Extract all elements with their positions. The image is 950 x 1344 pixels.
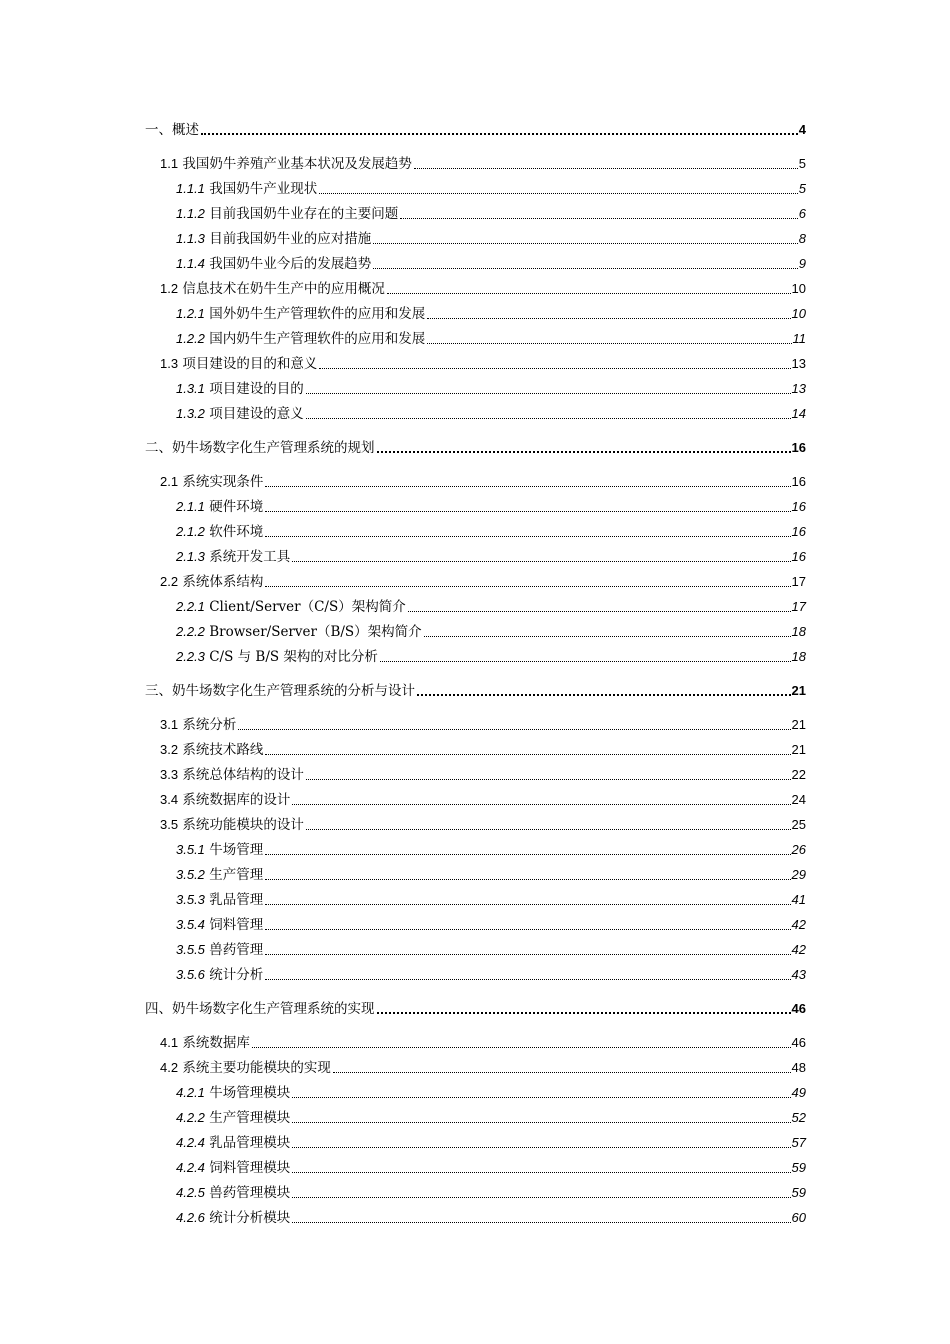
toc-entry-number: 3.5.1 [176,842,205,857]
toc-entry-text: Browser/Server（B/S）架构简介 [209,624,422,640]
toc-entry-title [176,623,422,641]
toc-page-number: 52 [791,1110,806,1125]
toc-entry-title [176,841,263,859]
toc-entry-title [176,180,317,198]
toc-entry-text: 兽药管理模块 [209,1185,291,1201]
toc-entry-number: 4.2.6 [176,1210,205,1225]
toc-entry-title [176,1159,290,1177]
dot-leader [292,1197,790,1198]
toc-subsection[interactable] [176,891,806,909]
toc-entry-text: 系统开发工具 [209,549,291,565]
toc-entry-number: 1.1.1 [176,181,205,196]
dot-leader [377,451,791,453]
toc-entry-number: 2.2.1 [176,599,205,614]
toc-entry-number: 1.2.2 [176,331,205,346]
toc-page-number: 59 [791,1160,806,1175]
toc-subsection[interactable] [176,1084,806,1102]
toc-page-number: 21 [791,742,806,757]
toc-entry-title [176,548,290,566]
toc-entry-text: 饲料管理模块 [209,1160,291,1176]
toc-section[interactable] [160,355,806,373]
toc-section[interactable] [160,816,806,834]
dot-leader [201,133,798,135]
dot-leader [265,929,790,930]
toc-entry-title [176,1209,290,1227]
toc-page-number: 46 [791,1001,806,1016]
toc-page-number: 21 [791,683,806,698]
toc-section[interactable] [160,741,806,759]
toc-entry-title [160,155,412,173]
toc-entry-number: 1.1.4 [176,256,205,271]
toc-subsection[interactable] [176,966,806,984]
dot-leader [265,954,790,955]
dot-leader [292,804,790,805]
dot-leader [424,636,791,637]
toc-page-number: 48 [791,1060,806,1075]
toc-entry-number: 3.4 [160,792,179,807]
toc-subsection[interactable] [176,648,806,666]
toc-page-number: 17 [791,599,806,614]
toc-page-number: 5 [798,181,806,196]
toc-entry-number: 2.1.3 [176,549,205,564]
toc-entry-title [176,305,425,323]
dot-leader [319,368,790,369]
toc-page-number: 16 [791,524,806,539]
toc-subsection[interactable] [176,205,806,223]
toc-page-number: 10 [791,306,806,321]
toc-page-number: 25 [791,817,806,832]
toc-entry-title [160,741,263,759]
toc-entry-text: 系统数据库 [182,1035,250,1051]
toc-entry-number: 3.5.3 [176,892,205,907]
toc-entry-text: 四、奶牛场数字化生产管理系统的实现 [145,1001,375,1017]
toc-entry-title [176,1109,290,1127]
dot-leader [373,268,798,269]
toc-chapter[interactable] [145,439,806,457]
dot-leader [387,293,791,294]
toc-entry-title [160,816,304,834]
toc-entry-text: 牛场管理 [209,842,264,858]
toc-entry-title [176,380,304,398]
toc-section[interactable] [160,1034,806,1052]
dot-leader [292,1172,790,1173]
dot-leader [306,779,791,780]
toc-entry-text: 系统数据库的设计 [182,792,291,808]
toc-page-number: 6 [798,206,806,221]
toc-page-number: 16 [791,499,806,514]
dot-leader [292,1147,790,1148]
toc-entry-title [176,941,263,959]
toc-entry-title [160,766,304,784]
toc-entry-text: 兽药管理 [209,942,264,958]
dot-leader [417,694,791,696]
toc-entry-number: 2.2.3 [176,649,205,664]
dot-leader [265,879,790,880]
toc-subsection[interactable] [176,1209,806,1227]
toc-entry-number: 3.5 [160,817,179,832]
dot-leader [265,904,790,905]
dot-leader [319,193,798,194]
toc-entry-number: 1.3.2 [176,406,205,421]
dot-leader [427,343,791,344]
toc-entry-text: 我国奶牛业今后的发展趋势 [209,256,372,272]
toc-entry-title [176,966,263,984]
toc-subsection[interactable] [176,180,806,198]
toc-entry-number: 4.2.4 [176,1135,205,1150]
toc-entry-number: 3.5.6 [176,967,205,982]
toc-page-number: 22 [791,767,806,782]
toc-subsection[interactable] [176,548,806,566]
toc-subsection[interactable] [176,866,806,884]
toc-entry-title [176,1184,290,1202]
toc-page-number: 4 [798,122,806,137]
toc-entry-title [160,473,263,491]
toc-subsection[interactable] [176,941,806,959]
toc-entry-number: 4.1 [160,1035,179,1050]
toc-entry-text: 一、概述 [145,122,199,138]
toc-page-number: 24 [791,792,806,807]
toc-page-number: 13 [791,381,806,396]
dot-leader [377,1012,791,1014]
toc-entry-text: 项目建设的目的和意义 [182,356,318,372]
dot-leader [400,218,798,219]
toc-entry-number: 1.3.1 [176,381,205,396]
toc-entry-text: C/S 与 B/S 架构的对比分析 [209,649,378,665]
toc-page-number: 43 [791,967,806,982]
toc-entry-text: 软件环境 [209,524,264,540]
toc-entry-title [145,439,375,457]
toc-entry-text: 国外奶牛生产管理软件的应用和发展 [209,306,426,322]
toc-entry-text: 系统体系结构 [182,574,264,590]
dot-leader [292,1097,790,1098]
dot-leader [292,1122,790,1123]
toc-entry-number: 1.2 [160,281,179,296]
toc-entry-title [160,791,290,809]
toc-entry-text: 生产管理模块 [209,1110,291,1126]
toc-subsection[interactable] [176,498,806,516]
toc-entry-title [176,891,263,909]
toc-entry-text: 信息技术在奶牛生产中的应用概况 [182,281,385,297]
toc-page-number: 21 [791,717,806,732]
toc-subsection[interactable] [176,1184,806,1202]
dot-leader [414,168,798,169]
dot-leader [265,486,790,487]
toc-entry-title [176,598,406,616]
toc-entry-title [145,121,199,139]
toc-subsection[interactable] [176,1109,806,1127]
toc-section[interactable] [160,766,806,784]
toc-entry-number: 2.1.2 [176,524,205,539]
toc-page-number: 16 [791,549,806,564]
toc-entry-number: 4.2.5 [176,1185,205,1200]
toc-section[interactable] [160,155,806,173]
toc-entry-number: 1.1 [160,156,179,171]
toc-subsection[interactable] [176,380,806,398]
toc-entry-title [176,205,398,223]
toc-entry-number: 4.2.2 [176,1110,205,1125]
dot-leader [427,318,790,319]
toc-page-number: 10 [791,281,806,296]
dot-leader [265,854,790,855]
toc-entry-number: 3.5.4 [176,917,205,932]
toc-subsection[interactable] [176,405,806,423]
dot-leader [306,418,791,419]
toc-entry-text: 二、奶牛场数字化生产管理系统的规划 [145,440,375,456]
toc-entry-text: 牛场管理模块 [209,1085,291,1101]
toc-entry-text: 我国奶牛产业现状 [209,181,318,197]
toc-section[interactable] [160,791,806,809]
toc-page-number: 46 [791,1035,806,1050]
toc-page-number: 41 [791,892,806,907]
toc-entry-title [145,1000,375,1018]
dot-leader [333,1072,791,1073]
toc-page-number: 16 [791,474,806,489]
toc-entry-title [176,255,371,273]
toc-page-number: 42 [791,917,806,932]
toc-entry-number: 1.1.3 [176,231,205,246]
dot-leader [265,536,790,537]
toc-entry-number: 3.2 [160,742,179,757]
toc-subsection[interactable] [176,255,806,273]
toc-subsection[interactable] [176,330,806,348]
toc-entry-text: 统计分析模块 [209,1210,291,1226]
toc-entry-number: 4.2 [160,1060,179,1075]
toc-page-number: 26 [791,842,806,857]
toc-entry-text: 目前我国奶牛业存在的主要问题 [209,206,399,222]
toc-entry-text: 统计分析 [209,967,264,983]
toc-subsection[interactable] [176,1134,806,1152]
toc-section[interactable] [160,473,806,491]
dot-leader [380,661,791,662]
toc-page-number: 16 [791,440,806,455]
toc-entry-text: 项目建设的目的 [209,381,304,397]
dot-leader [292,1222,790,1223]
toc-entry-text: 乳品管理 [209,892,264,908]
toc-entry-title [176,523,263,541]
toc-page-number: 60 [791,1210,806,1225]
toc-entry-title [176,1134,290,1152]
toc-entry-text: 系统功能模块的设计 [182,817,304,833]
toc-page-number: 59 [791,1185,806,1200]
dot-leader [408,611,791,612]
toc-subsection[interactable] [176,598,806,616]
toc-entry-number: 3.5.5 [176,942,205,957]
toc-entry-text: 系统技术路线 [182,742,264,758]
toc-entry-number: 3.3 [160,767,179,782]
dot-leader [292,561,790,562]
toc-entry-text: Client/Server（C/S）架构简介 [209,599,406,615]
toc-page-number: 8 [798,231,806,246]
toc-entry-title [160,573,263,591]
toc-entry-number: 4.2.4 [176,1160,205,1175]
toc-section[interactable] [160,716,806,734]
toc-page-number: 18 [791,624,806,639]
toc-chapter[interactable] [145,1000,806,1018]
toc-entry-number: 1.2.1 [176,306,205,321]
toc-page-number: 57 [791,1135,806,1150]
toc-entry-title [176,405,304,423]
toc-subsection[interactable] [176,841,806,859]
toc-entry-number: 2.2 [160,574,179,589]
toc-entry-text: 三、奶牛场数字化生产管理系统的分析与设计 [145,683,415,699]
toc-entry-number: 4.2.1 [176,1085,205,1100]
dot-leader [265,586,790,587]
toc-entry-number: 3.5.2 [176,867,205,882]
toc-page-number: 42 [791,942,806,957]
toc-subsection[interactable] [176,1159,806,1177]
toc-entry-text: 国内奶牛生产管理软件的应用和发展 [209,331,426,347]
toc-entry-title [176,330,425,348]
toc-entry-title [160,716,236,734]
toc-entry-title [176,1084,290,1102]
dot-leader [306,393,791,394]
toc-subsection[interactable] [176,230,806,248]
toc-subsection[interactable] [176,623,806,641]
toc-page-number: 5 [798,156,806,171]
toc-entry-text: 乳品管理模块 [209,1135,291,1151]
toc-page-number: 17 [791,574,806,589]
toc-entry-text: 系统总体结构的设计 [182,767,304,783]
toc-entry-text: 生产管理 [209,867,264,883]
toc-entry-title [176,648,378,666]
dot-leader [306,829,791,830]
toc-entry-text: 系统分析 [182,717,237,733]
toc-entry-title [176,916,263,934]
toc-page-number: 49 [791,1085,806,1100]
dot-leader [252,1047,791,1048]
toc-chapter[interactable] [145,682,806,700]
toc-section[interactable] [160,573,806,591]
toc-entry-number: 3.1 [160,717,179,732]
toc-entry-title [176,230,371,248]
toc-subsection[interactable] [176,523,806,541]
toc-entry-number: 2.2.2 [176,624,205,639]
toc-entry-text: 系统实现条件 [182,474,264,490]
toc-entry-text: 项目建设的意义 [209,406,304,422]
toc-entry-text: 我国奶牛养殖产业基本状况及发展趋势 [182,156,412,172]
toc-subsection[interactable] [176,916,806,934]
toc-entry-title [160,1059,331,1077]
toc-entry-number: 1.1.2 [176,206,205,221]
dot-leader [238,729,790,730]
toc-entry-title [145,682,415,700]
toc-entry-number: 1.3 [160,356,179,371]
toc-page-number: 11 [792,331,806,346]
toc-page-number: 29 [791,867,806,882]
toc-entry-title [176,866,263,884]
toc-entry-text: 目前我国奶牛业的应对措施 [209,231,372,247]
toc-subsection[interactable] [176,305,806,323]
toc-entry-title [160,355,317,373]
toc-entry-text: 饲料管理 [209,917,264,933]
toc-page-number: 18 [791,649,806,664]
toc-entry-title [160,1034,250,1052]
toc-entry-number: 2.1 [160,474,179,489]
toc-page-number: 14 [791,406,806,421]
dot-leader [373,243,798,244]
toc-entry-number: 2.1.1 [176,499,205,514]
dot-leader [265,511,790,512]
toc-section[interactable] [160,1059,806,1077]
toc-entry-text: 系统主要功能模块的实现 [182,1060,331,1076]
toc-entry-title [160,280,385,298]
toc-entry-text: 硬件环境 [209,499,264,515]
dot-leader [265,754,790,755]
toc-page-number: 9 [798,256,806,271]
toc-section[interactable] [160,280,806,298]
toc-page-number: 13 [791,356,806,371]
dot-leader [265,979,790,980]
toc-entry-title [176,498,263,516]
toc-chapter[interactable] [145,121,806,139]
